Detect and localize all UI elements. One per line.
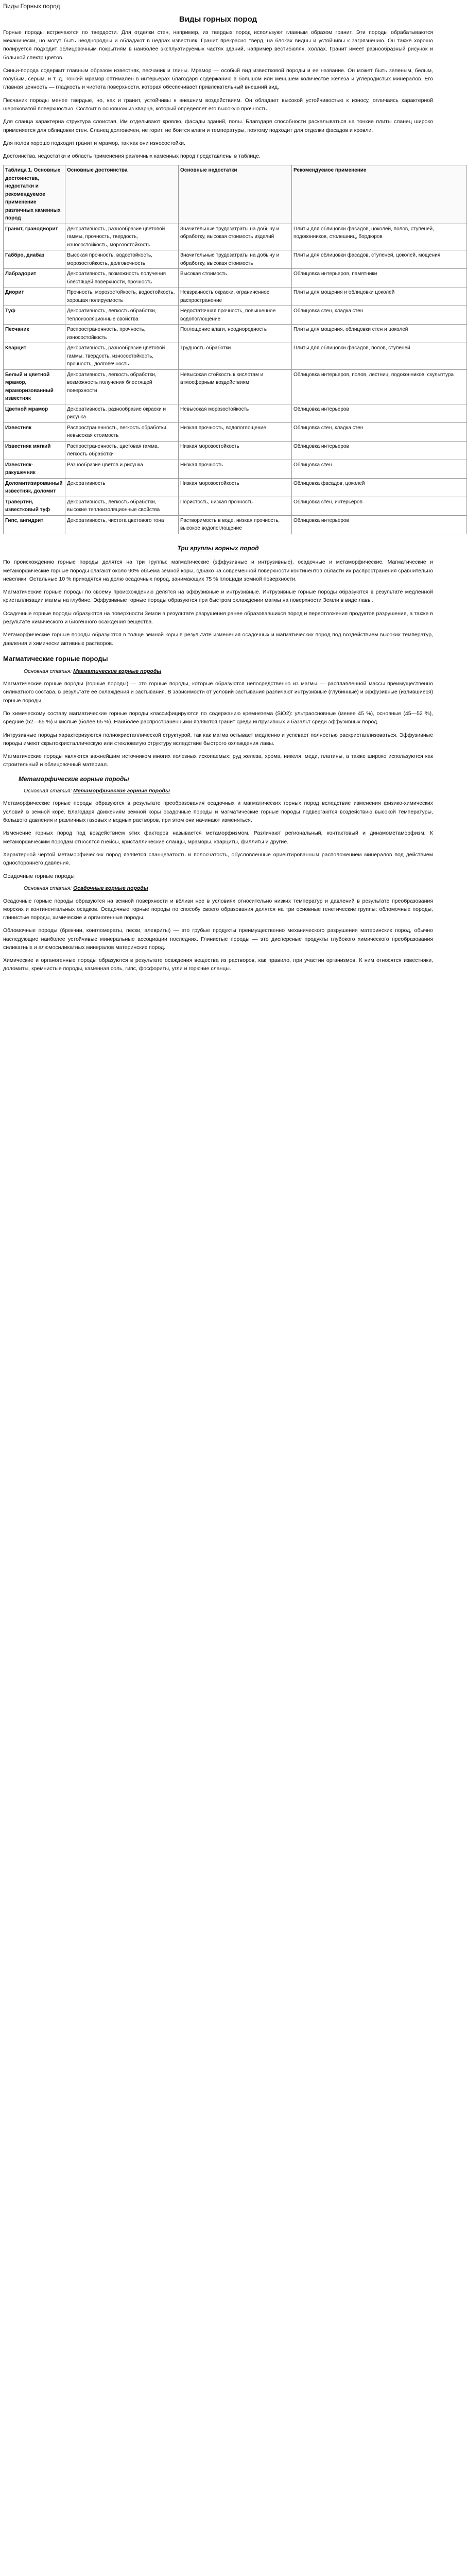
section-paragraph: Магматические горные породы (горные породы) — это горные породы, которые образуются непосредственно из магмы — расплавленной массы преимущественно силикатного состава, в результате ее охлаждения и застывания. В зависимости от условий застывания различают интрузивные (глубинные) и эффузивные (излившиеся) горные породы. <box>3 681 433 704</box>
section-paragraph: Магматические горные породы по своему происхождению делятся на эффузивные и интрузивные. Интрузивные горные породы образуются в результате медленной кристаллизации магмы на глубине. Эффузивные горные породы образуются при быстром охлаждении магмы на поверхности Земли в виде лавы. <box>3 589 433 604</box>
disadvantages-cell: Низкая прочность, водопоглощение <box>179 422 292 441</box>
section-paragraph: Осадочные горные породы образуются на поверхности Земли в результате разрушения ранее образовавшихся пород и переотложения продуктов разрушения, а также в результате химического и биогенного осаждения вещества. <box>3 610 433 625</box>
table-row <box>4 460 467 478</box>
advantages-cell: Декоративность, разнообразие цветовой гаммы, твердость, износостойкость, прочность, долговечность <box>65 343 179 370</box>
disadvantages-cell: Значительные трудозатраты на добычу и обработку, высокая стоимость изделий <box>179 224 292 250</box>
main-article-link[interactable]: Магматические горные породы <box>73 668 162 674</box>
section-paragraph: Метаморфические горные породы образуются в результате преобразования осадочных и магматических горных пород вследствие изменения физико-химических условий в земной коре. Благодаря движениям земной коры осадочные породы и магматические горные породы подвергаются воздействию высокой температуры, большого давления и различных газовых и водных растворов, при этом они начинают изменяться. <box>3 800 433 823</box>
advantages-cell: Декоративность, легкость обработки, высокие теплоизоляционные свойства <box>65 497 179 515</box>
intro-section <box>3 28 433 160</box>
disadvantages-cell: Недостаточная прочность, повышенное водопоглощение <box>179 306 292 325</box>
disadvantages-cell: Невзрачность окраски, ограниченное распространение <box>179 287 292 306</box>
stone-name-cell: Известняк <box>4 422 65 441</box>
table-row <box>4 343 467 370</box>
stone-name-cell: Цветной мрамор <box>4 404 65 422</box>
table-row <box>4 269 467 287</box>
table-row <box>4 478 467 497</box>
main-article-link[interactable]: Осадочные горные породы <box>73 885 148 892</box>
section-paragraph: Характерной чертой метаморфических пород является сланцеватость и полосчатость, обусловленные ориентированным расположением минералов под действием одностороннего давления. <box>3 851 433 867</box>
advantages-cell: Декоративность, возможность получения блестящей поверхности, прочность <box>65 269 179 287</box>
main-article-note <box>24 667 433 675</box>
table-body <box>4 224 467 534</box>
stone-name-cell: Гипс, ангидрит <box>4 515 65 534</box>
three-groups-section <box>3 544 433 648</box>
section-heading: Осадочные горные породы <box>3 873 75 880</box>
table-row <box>4 224 467 250</box>
table-header-cell: Таблица 1. Основные достоинства, недостатки и рекомендуемое применение различных каменных пород <box>4 165 65 224</box>
advantages-cell: Разнообразие цветов и рисунка <box>65 460 179 478</box>
main-article-label: Основная статья: <box>24 668 72 674</box>
table-row <box>4 250 467 269</box>
table-row <box>4 369 467 404</box>
advantages-cell: Декоративность, разнообразие окраски и рисунка <box>65 404 179 422</box>
advantages-cell: Распространенность, прочность, износостойкость <box>65 325 179 343</box>
section-paragraph: Химические и органогенные породы образуются в результате осаждения вещества из растворов, как правило, при участии организмов. К ним относятся известняки, доломиты, кремнистые породы, каменная соль, гипс, фосфориты, угли и горючие сланцы. <box>3 957 433 972</box>
usage-cell: Облицовка фасадов, цоколей <box>292 478 467 497</box>
stones-table <box>3 165 467 534</box>
stone-name-cell: Известняк мягкий <box>4 441 65 460</box>
disadvantages-cell: Низкая морозостойкость <box>179 478 292 497</box>
main-article-link[interactable]: Метаморфические горные породы <box>73 788 170 794</box>
disadvantages-cell: Невысокая морозостойкость <box>179 404 292 422</box>
section-title: Три группы горных пород <box>177 544 259 552</box>
sedimentary-section <box>3 872 433 973</box>
stone-name-cell: Туф <box>4 306 65 325</box>
table-row <box>4 422 467 441</box>
usage-cell: Облицовка стен, кладка стен <box>292 422 467 441</box>
page <box>3 0 454 973</box>
usage-cell: Плиты для облицовки фасадов, ступеней, цоколей, мощения <box>292 250 467 269</box>
usage-cell: Плиты для мощения, облицовки стен и цоколей <box>292 325 467 343</box>
usage-cell: Облицовка интерьеров, памятники <box>292 269 467 287</box>
disadvantages-cell: Растворимость в воде, низкая прочность, высокое водопоглощение <box>179 515 292 534</box>
table-row <box>4 404 467 422</box>
metamorphic-section <box>3 774 433 868</box>
page-title: Виды горных пород <box>179 14 257 24</box>
table-row <box>4 306 467 325</box>
disadvantages-cell: Поглощение влаги, неоднородность <box>179 325 292 343</box>
intro-paragraph: Горные породы встречаются по твердости. Для отделки стен, например, из твердых пород используют главным образом гранит. Эти породы обрабатываются механически, но могут быть неоднородны и обладают в недрах известняк. Гранит прекрасно тверд, на блоках видны и устойчивы к загрязнению. Он также хорошо полируется подходит облицовочным покрытиям в наиболее эксплуатируемых частях зданий, например вестибюлях, холлах. Гранит имеет разнообразный рисунок и большой спектр цветов. <box>3 29 433 61</box>
usage-cell: Облицовка интерьеров <box>292 404 467 422</box>
intro-paragraph: Для полов хорошо подходит гранит и мрамор, так как они износостойки. <box>3 140 185 146</box>
disadvantages-cell: Невысокая стойкость к кислотам и атмосферным воздействиям <box>179 369 292 404</box>
stones-table-wrapper <box>3 165 454 534</box>
section-paragraph: Интрузивные породы характеризуются полнокристаллической структурой, так как магма остывает медленно и успевает полностью раскристаллизоваться. Эффузивные породы имеют скрытокристаллическую или стекловатую структуру вследствие быстрого охлаждения лавы. <box>3 732 433 747</box>
main-article-note <box>24 884 433 892</box>
disadvantages-cell: Пористость, низкая прочность <box>179 497 292 515</box>
usage-cell: Облицовка интерьеров, полов, лестниц, подоконников, скульптура <box>292 369 467 404</box>
main-article-label: Основная статья: <box>24 788 72 794</box>
usage-cell: Плиты для облицовки фасадов, цоколей, полов, ступеней, подоконников, столешниц, бордюров <box>292 224 467 250</box>
site-header: Виды Горных пород <box>3 3 60 10</box>
disadvantages-cell: Значительные трудозатраты на добычу и обработку, высокая стоимость <box>179 250 292 269</box>
section-paragraph: Изменение горных пород под воздействием этих факторов называется метаморфизмом. Различают региональный, контактовый и динамометаморфизм. К метаморфическим породам относятся гнейсы, кристаллические сланцы, мраморы, кварциты, филлиты и другие. <box>3 830 433 845</box>
advantages-cell: Декоративность, разнообразие цветовой гаммы, прочность, твердость, износостойкость, морозостойкость <box>65 224 179 250</box>
section-paragraph: Осадочные горные породы образуются на земной поверхности и вблизи нее в условиях относительно низких температур и давлений в результате преобразования морских и континентальных осадков. Осадочные горные породы по способу своего образования делятся на три основные генетические группы: обломочные породы, глинистые породы, химические и органогенные породы. <box>3 897 433 921</box>
intro-paragraph: Синьи-порода содержит главным образом известняк, песчаник и глины. Мрамор — особый вид известковой породы и ее название. Он может быть зеленым, белым, голубым, серым, и т. д. Тонкий мрамор оптимален в интерьерах благодаря содержанию в большом или меньшем количестве железа и углеродистых минералов. Его главная ценность — гладкость и чистота поверхности, которая обеспечивает привлекательный внешний вид. <box>3 67 433 91</box>
section-paragraph: Обломочные породы (брекчии, конгломераты, пески, алевриты) — это грубые продукты преимущественно механического разрушения материнских пород, обычно наследующие наиболее устойчивые минеральные ассоциации последних. Глинистые породы — это дисперсные продукты глубокого химического преобразования силикатных и алюмосиликатных минералов материнских пород. <box>3 927 433 951</box>
intro-paragraph: Достоинства, недостатки и область применения различных каменных пород представлены в таблице. <box>3 153 261 160</box>
stone-name-cell: Лабрадорит <box>4 269 65 287</box>
table-row <box>4 497 467 515</box>
usage-cell: Облицовка стен <box>292 460 467 478</box>
advantages-cell: Распространенность, легкость обработки, невысокая стоимость <box>65 422 179 441</box>
stone-name-cell: Доломитизированный известняк, доломит <box>4 478 65 497</box>
section-heading: Метаморфические горные породы <box>19 775 129 783</box>
table-row <box>4 287 467 306</box>
section-paragraph: Метаморфические горные породы образуются в толще земной коры в результате изменения осадочных и магматических пород под воздействием высоких температур, давления и химически активных растворов. <box>3 632 433 647</box>
disadvantages-cell: Трудность обработки <box>179 343 292 370</box>
usage-cell: Облицовка стен, интерьеров <box>292 497 467 515</box>
section-paragraph: По происхождению горные породы делятся на три группы: магматические (эффузивные и интрузивные), осадочные и метаморфические. Магматические и метаморфические горные породы слагают около 90% объема земной коры, однако на современной поверхности континентов области их распространения сравнительно невелики. Остальные 10 % приходятся на долю осадочных пород, занимающих 75 % площади земной поверхности. <box>3 559 433 582</box>
intro-paragraph: Песчаник породы менее твердые, но, как и гранит, устойчивы к внешним воздействиям. Он обладает высокой устойчивостью к износу, отличаясь характерной шероховатой поверхностью. Состоит в основном из кварца, который определяет его высокую прочность. <box>3 97 433 112</box>
advantages-cell: Распространенность, цветовая гамма, легкость обработки <box>65 441 179 460</box>
stone-name-cell: Травертин, известковый туф <box>4 497 65 515</box>
stone-name-cell: Кварцит <box>4 343 65 370</box>
intro-paragraph: Для сланца характерна структура слоистая. Им отделывают кровлю, фасады зданий, полы. Благодаря способности раскалываться на тонкие плиты сланец широко применяется для облицовки стен. Сланец долговечен, не горит, не боится влаги и температуры, поэтому подходит для отделки фасадов и кровли. <box>3 118 433 133</box>
stone-name-cell: Известняк-ракушечник <box>4 460 65 478</box>
main-article-note <box>24 787 433 795</box>
section-heading: Магматические горные породы <box>3 654 108 663</box>
advantages-cell: Декоративность, легкость обработки, теплоизоляционные свойства <box>65 306 179 325</box>
usage-cell: Облицовка интерьеров <box>292 441 467 460</box>
advantages-cell: Декоративность, чистота цветового тона <box>65 515 179 534</box>
stone-name-cell: Диорит <box>4 287 65 306</box>
usage-cell: Плиты для облицовки фасадов, полов, ступеней <box>292 343 467 370</box>
advantages-cell: Высокая прочность, водостойкость, морозостойкость, долговечность <box>65 250 179 269</box>
advantages-cell: Прочность, морозостойкость, водостойкость, хорошая полируемость <box>65 287 179 306</box>
table-header-cell: Основные недостатки <box>179 165 292 224</box>
usage-cell: Облицовка интерьеров <box>292 515 467 534</box>
usage-cell: Облицовка стен, кладка стен <box>292 306 467 325</box>
table-row <box>4 325 467 343</box>
table-row <box>4 515 467 534</box>
stone-name-cell: Габбро, диабаз <box>4 250 65 269</box>
table-header-cell: Рекомендуемое применение <box>292 165 467 224</box>
table-header-cell: Основные достоинства <box>65 165 179 224</box>
section-paragraph: Магматические породы являются важнейшим источником многих полезных ископаемых: руд железа, хрома, никеля, меди, платины, а также широко используются как строительный и облицовочный материал. <box>3 753 433 768</box>
section-paragraph: По химическому составу магматические горные породы классифицируются по содержанию кремнезема (SiO2): ультраосновные (менее 45 %), основные (45—52 %), средние (52—65 %) и кислые (более 65 %). Наиболее распространенными являются гранит среди интрузивных и базальт среди эффузивных пород. <box>3 710 433 725</box>
advantages-cell: Декоративность <box>65 478 179 497</box>
disadvantages-cell: Высокая стоимость <box>179 269 292 287</box>
table-row <box>4 441 467 460</box>
stone-name-cell: Гранит, гранодиорит <box>4 224 65 250</box>
disadvantages-cell: Низкая морозостойкость <box>179 441 292 460</box>
stone-name-cell: Белый и цветной мрамор, мраморизованный известняк <box>4 369 65 404</box>
usage-cell: Плиты для мощения и облицовки цоколей <box>292 287 467 306</box>
stone-name-cell: Песчаник <box>4 325 65 343</box>
main-article-label: Основная статья: <box>24 885 72 892</box>
table-header-row <box>4 165 467 224</box>
disadvantages-cell: Низкая прочность <box>179 460 292 478</box>
magmatic-section <box>3 654 433 769</box>
advantages-cell: Декоративность, легкость обработки, возможность получения блестящей поверхности <box>65 369 179 404</box>
